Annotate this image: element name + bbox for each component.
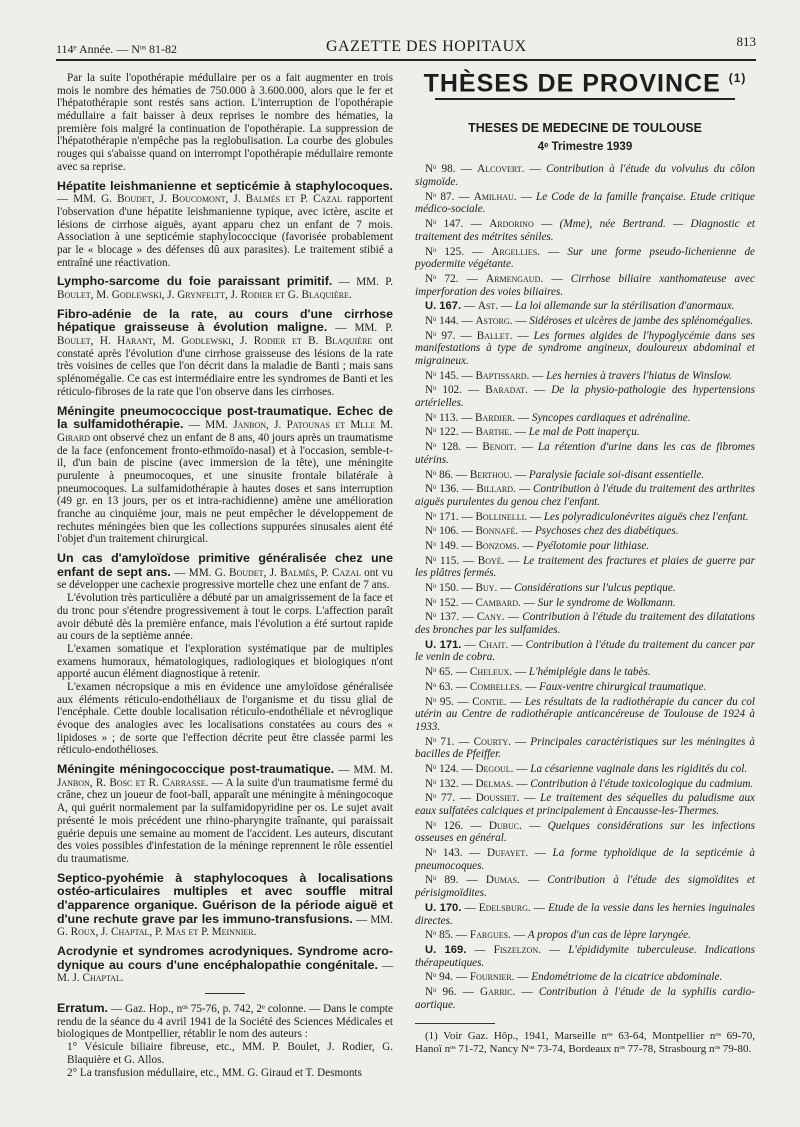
thesis-number: Nᵒ 137. xyxy=(425,611,460,624)
erratum-item: 1° Vésicule biliaire fibreuse, etc., MM. P. Boulet, J. Rodier, G. Blaquière et G. Allos. xyxy=(67,1041,393,1066)
thesis-author: Fargues. xyxy=(469,929,511,942)
thesis-title: Pyélotomie pour lithiase. xyxy=(536,539,650,552)
page-header xyxy=(56,34,756,64)
thesis-title: L'épididymite tuberculeuse. Indications thérapeutiques. xyxy=(415,943,756,969)
thesis-author: Armengaud. xyxy=(486,272,544,285)
thesis-author: Ast. xyxy=(477,300,499,313)
thesis-number: Nᵒ 132. xyxy=(425,777,459,790)
thesis-title: Le mal de Pott inaperçu. xyxy=(528,426,640,439)
section xyxy=(57,763,393,866)
thesis-entry: Nᵒ 71. — Courty. — Principales caractéristiques sur les méningites à bacilles de Pfeiffer. xyxy=(415,735,755,761)
erratum-item: 2° La transfusion médullaire, etc., MM. G. Giraud et T. Desmonts xyxy=(67,1066,362,1079)
thesis-entry: Nᵒ 86. — Berthou. — Paralysie faciale soi-disant essentielle. xyxy=(425,468,705,481)
section-body: ont vu se développer une cachexie progressive mortelle chez une enfant de 7 ans. xyxy=(57,566,393,592)
thesis-entry: Nᵒ 102. — Baradat. — De la physio-pathologie des hypertensions artérielles. xyxy=(415,384,755,410)
thesis-author: Bardier. xyxy=(475,411,516,424)
thesis-number: Nᵒ 171. xyxy=(425,510,459,523)
thesis-title: Psychoses chez des diabétiques. xyxy=(534,525,679,538)
section-paragraph xyxy=(57,763,393,866)
thesis-entry: Nᵒ 85. — Fargues. — A propos d'un cas de lèpre laryngée. xyxy=(425,929,691,942)
footnote-rule xyxy=(415,1023,495,1024)
thesis-title: Les formes algides de l'hypoglycémie dans ses manifestations à type de syndrome angineux, douloureux abdominal et migraineux. xyxy=(415,329,756,368)
section-paragraph xyxy=(57,945,393,985)
thesis-number: Nᵒ 94. xyxy=(425,971,454,984)
thesis-author: Argellies. xyxy=(491,245,540,258)
thesis-title: (Mme), née Bertrand. — Diagnostic et traitement des métrites séniles. xyxy=(415,218,755,243)
thesis-number: Nᵒ 144. xyxy=(425,314,459,327)
section-paragraph-extra: L'évolution très particulière a débuté par un amaigrissement de la face et du tronc pour s'étendre progressivement à tout le corps. L'affection paraît avoir débuté dès la première enfance, mais l'évolution a été surtout rapide au cours de la septième année. xyxy=(57,592,393,643)
section-paragraph xyxy=(57,308,393,399)
thesis-number: Nᵒ 86. xyxy=(425,468,454,481)
thesis-entry: Nᵒ 87. — Amilhau. — Le Code de la famille française. Etude critique médico-sociale. xyxy=(415,190,756,216)
thesis-author: Doussiet. xyxy=(475,792,520,805)
thesis-author: Cambard. xyxy=(475,596,521,609)
erratum-items xyxy=(57,1041,393,1079)
section-body: ont constaté après l'évolution d'une cirrhose graisseuse des lésions de la rate très voisines de celles que l'on décrit dans la maladie de Banti ; mais sans splénomégalie. Ce cas est intermédiaire entre les syndromes de Banti et les réticulo-fibroses de la rate que l'on observe dans les cirrhoses. xyxy=(57,335,394,398)
thesis-number: U. 171. xyxy=(425,638,462,651)
thesis-entry: Nᵒ 147. — Ardorino — (Mme), née Bertrand. — Diagnostic et traitement des métrites séniles. xyxy=(415,218,755,243)
thesis-author: Boyé. xyxy=(477,554,505,567)
thesis-entry: Nᵒ 94. — Fournier. — Endométriome de la cicatrice abdominale. xyxy=(425,971,723,984)
lead-paragraph: Par la suite l'opothérapie médullaire per os a fait augmenter en trois mois le nombre des hématies de 750.000 à 3.600.000, alors que le fer et l'hépatothérapie sont restés sans action. L'interruption de l'opothérapie médullaire a fait baisser à deux reprises le nombre des hématies, la première fois malgré la continuation de l'opothérapie. La suppression de l'hépatothérapie n'empêche pas la reglobulisation. La courbe des globules rouges qui s'abaisse quand on interrompt l'opothérapie médullaire remonte avec sa reprise. xyxy=(57,72,393,173)
section-authors: — MM. Janbon, J. Patounas et Mlle M. Girard xyxy=(57,419,394,444)
thesis-entry: Nᵒ 143. — Dufayet. — La forme typhoïdique de la septicémie à pneumocoques. xyxy=(415,847,756,872)
thesis-number: Nᵒ 126. xyxy=(425,819,464,832)
thesis-entry: Nᵒ 125. — Argellies. — Sur une forme pseudo-lichenienne de pyodermite végétante. xyxy=(415,245,756,271)
thesis-number: Nᵒ 77. xyxy=(425,792,456,805)
section-title: Hépatite leishmanienne et septicémie à staphylocoques. xyxy=(57,178,393,193)
section xyxy=(57,308,393,399)
thesis-entry: Nᵒ 149. — Bonzoms. — Pyélotomie pour lithiase. xyxy=(425,539,650,552)
issue-number: 114ᵉ Année. — Nᵒˢ 81-82 xyxy=(56,42,177,56)
thesis-title: Contribution à l'étude des sigmoïdites et périsigmoïdites. xyxy=(415,874,756,900)
section-paragraph xyxy=(57,872,393,939)
thesis-author: Benoit. xyxy=(482,441,517,454)
thesis-title: Sur le syndrome de Wolkmann. xyxy=(537,596,676,609)
thesis-author: Billard. xyxy=(476,483,516,496)
thesis-number: Nᵒ 128. xyxy=(425,441,461,454)
divider xyxy=(205,993,245,994)
thesis-author: Dufayet. xyxy=(486,847,529,860)
thesis-number: U. 170. xyxy=(425,901,462,914)
thesis-author: Astorg. xyxy=(475,314,513,327)
thesis-title: Contribution à l'étude toxicologique du cadmium. xyxy=(530,777,754,790)
thesis-entry: U. 167. — Ast. — La loi allemande sur la stérilisation d'anormaux. xyxy=(425,300,735,313)
thesis-author: Ballet. xyxy=(476,329,513,342)
thesis-entry: Nᵒ 136. — Billard. — Contribution à l'étude du traitement des arthrites aiguës purulentes du genou chez l'enfant. xyxy=(415,483,756,508)
thesis-number: Nᵒ 87. xyxy=(425,190,455,203)
thesis-number: Nᵒ 152. xyxy=(425,596,459,609)
thesis-title: De la physio-pathologie des hypertensions artérielles. xyxy=(415,384,755,410)
thesis-number: U. 169. xyxy=(425,943,467,956)
thesis-title: La forme typhoïdique de la septicémie à pneumocoques. xyxy=(415,847,756,872)
thesis-number: Nᵒ 65. xyxy=(425,666,454,679)
thesis-number: Nᵒ 122. xyxy=(425,426,459,439)
thesis-author: Combelles. xyxy=(469,680,523,693)
thesis-entry: Nᵒ 137. — Cany. — Contribution à l'étude du traitement des dilatations des bronches par les sulfamides. xyxy=(415,611,756,637)
thesis-title: La loi allemande sur la stérilisation d'anormaux. xyxy=(514,300,735,313)
thesis-entry: U. 171. — Chait. — Contribution à l'étude du traitement du cancer par le venin de cobra. xyxy=(415,638,755,664)
thesis-number: Nᵒ 89. xyxy=(425,874,459,887)
thesis-entry: U. 170. — Edelsburg. — Etude de la vessie dans les hernies inguinales directes. xyxy=(415,901,755,927)
title-footnote-mark: (1) xyxy=(728,71,747,85)
thesis-number: Nᵒ 71. xyxy=(425,735,455,748)
section xyxy=(57,180,393,270)
title-rule xyxy=(435,98,735,100)
erratum xyxy=(57,1002,393,1079)
section xyxy=(57,945,393,985)
thesis-entry: Nᵒ 65. — Cheleux. — L'hémiplégie dans le tabès. xyxy=(425,666,651,679)
thesis-author: Baradat. xyxy=(485,384,528,397)
thesis-author: Bollinelli. xyxy=(475,510,528,523)
right-column xyxy=(415,69,756,1056)
thesis-author: Courty. xyxy=(473,735,511,748)
thesis-number: Nᵒ 106. xyxy=(425,525,459,538)
section-body: rapportent l'observation d'une hépatite leishmanienne typique, avec ictère, ascite et lésions de cirrhose aiguës, ayant apparu chez un enfant de 7 mois. Association à une septicémie staphylococcique (favorisée probablement par le « blocage » des défenses dû aux parasites). Le traitement stibié a entraîné une réactivation. xyxy=(57,193,393,269)
thesis-number: Nᵒ 113. xyxy=(425,411,459,424)
section-paragraph xyxy=(57,180,393,270)
thesis-entry: Nᵒ 106. — Bonnafé. — Psychoses chez des diabétiques. xyxy=(425,525,679,538)
thesis-entry: Nᵒ 132. — Delmas. — Contribution à l'étude toxicologique du cadmium. xyxy=(425,777,754,790)
thesis-entry: Nᵒ 98. — Alcovert. — Contribution à l'étude du volvulus du côlon sigmoïde. xyxy=(415,163,756,189)
thesis-title: Sidéroses et ulcères de jambe des splénomégalies. xyxy=(529,314,754,327)
thesis-author: Baptissard. xyxy=(475,369,530,382)
thesis-entry: Nᵒ 72. — Armengaud. — Cirrhose biliaire xanthomateuse avec imperforation des voies biliaires. xyxy=(415,272,755,298)
section-title: Lympho-sarcome du foie paraissant primitif. xyxy=(57,274,333,289)
section-title: Acrodynie et syndromes acrodyniques. Syndrome acro-dynique au cours d'une encéphalopathie congénitale. xyxy=(57,944,393,972)
subtitle: THESES DE MEDECINE DE TOULOUSE xyxy=(468,121,702,136)
thesis-author: Amilhau. xyxy=(473,190,517,203)
thesis-author: Barthe. xyxy=(475,426,512,439)
thesis-author: Dumas. xyxy=(485,874,520,887)
section-body: ont observé chez un enfant de 8 ans, 40 jours après un traumatisme de la face (enfoncement fronto-ethmoïdo-nasal) et à l'occasion, semble-t-il, d'un bain de piscine (avec immersion de la tête), une méningite purulente à pneumocoques, et une sinusite frontale bilatérale à pneumocoques. La sulfamidothérapie à hautes doses et sans interruption (49 gr. en 13 jours, per os et intra-rachidienne) amène une amélioration franche au cinquième jour, mais ne peut empêcher le développement de rechutes méningées bien que les collections suppurées sinusales aient été l'objet d'un traitement chirurgical. xyxy=(57,431,394,546)
thesis-title: Endométriome de la cicatrice abdominale. xyxy=(531,971,723,984)
thesis-title: Contribution à l'étude du traitement des arthrites aiguës purulentes du genou chez l'enfant. xyxy=(415,483,756,508)
thesis-number: Nᵒ 147. xyxy=(425,218,464,231)
trimestre: 4ᵉ Trimestre 1939 xyxy=(537,140,633,153)
section-authors: — M. J. Chaptal. xyxy=(57,959,394,985)
thesis-entry: Nᵒ 113. — Bardier. — Syncopes cardiaques et adrénaline. xyxy=(425,411,691,424)
section-authors: — MM. G. Boudet, J. Balmès, P. Cazal xyxy=(174,566,361,579)
thesis-number: Nᵒ 124. xyxy=(425,762,459,775)
thesis-number: Nᵒ 125. xyxy=(425,245,464,258)
thesis-entry: Nᵒ 152. — Cambard. — Sur le syndrome de Wolkmann. xyxy=(425,596,676,609)
thesis-author: Cheleux. xyxy=(469,666,513,679)
thesis-title: Sur une forme pseudo-lichenienne de pyodermite végétante. xyxy=(415,245,756,271)
thesis-number: Nᵒ 96. xyxy=(425,985,457,998)
thesis-title: Les polyradiculonévrites aiguës chez l'enfant. xyxy=(543,510,749,523)
section xyxy=(57,405,393,547)
theses-list xyxy=(415,163,755,1011)
section-paragraph-extra: L'examen nécropsique a mis en évidence une amyloïdose généralisée aux éléments réticulo-endothéliaux de l'organisme et du tissu glial de l'encéphale. Cette double localisation réticulo-endothéliale et névroglique évoque des analogies avec les localisations constatées au cours des « lipidoses » ; de sorte que l'effection décrite peut être classée parmi les réticulo-endothélioses. xyxy=(57,680,393,757)
thesis-number: Nᵒ 150. xyxy=(425,582,459,595)
section xyxy=(57,872,393,939)
thesis-author: Degoul. xyxy=(475,762,514,775)
section-body: — A la suite d'un traumatisme fermé du crâne, chez un joueur de foot-ball, apparaît une méningite à méningocoque A, qui guérit normalement par la sulfamidopyridine per os. Le sujet avait présenté le mois précédent une rhino-pharyngite traînante, qui paraissait guérie depuis une semaine au moment de l'accident. Les auteurs, discutant des voies possibles d'infestation de la méninge reprennent le rôle essentiel du traumatisme. xyxy=(57,776,393,865)
thesis-number: Nᵒ 72. xyxy=(425,272,459,285)
thesis-number: Nᵒ 95. xyxy=(425,695,454,708)
thesis-author: Bonnafé. xyxy=(475,525,519,538)
thesis-author: Ardorino xyxy=(489,218,534,231)
thesis-title: Faux-ventre chirurgical traumatique. xyxy=(539,680,707,693)
thesis-title: Syncopes cardiaques et adrénaline. xyxy=(531,411,691,424)
thesis-author: Edelsburg. xyxy=(478,901,531,914)
section-paragraph-extra: L'examen somatique et l'exploration systématique par de multiples examens humoraux, hématologiques, radiologiques et biologiques n'ont apporté aucun élément diagnostique à retenir. xyxy=(57,642,393,681)
section-title: Méningite méningococcique post-traumatique. xyxy=(57,762,335,777)
thesis-title: Les hernies à travers l'hiatus de Winslow. xyxy=(546,369,732,382)
section-authors: — MM. G. Boudet, J. Boucomont, J. Balmès et P. Cazal xyxy=(57,193,342,206)
thesis-number: Nᵒ 149. xyxy=(425,539,459,552)
section-paragraph xyxy=(57,275,393,301)
thesis-title: Contribution à l'étude du volvulus du côlon sigmoïde. xyxy=(415,163,756,189)
thesis-title: La césarienne vaginale dans les rigidités du col. xyxy=(530,762,748,775)
sections-list xyxy=(57,180,393,986)
thesis-entry: Nᵒ 126. — Dubuc. — Quelques considérations sur les infections osseuses en général. xyxy=(415,819,755,845)
thesis-author: Chait. xyxy=(478,638,509,651)
thesis-title: Les résultats de la radiothérapie du cancer du col utérin au Centre de radiothérapie anticancéreuse de Toulouse de 1924 à 1933. xyxy=(415,695,755,733)
section-title: Septico-pyohémie à staphylocoques à localisations ostéo-articulaires multiples et avec souffle mitral d'apparence organique. Guérison de la période aiguë et d'une rechute grave par les immuno-transfusions. xyxy=(57,870,393,926)
section-paragraph xyxy=(57,552,393,592)
thesis-title: Contribution à l'étude du traitement des dilatations des bronches par les sulfamides. xyxy=(415,611,756,637)
section-title: Méningite pneumococcique post-traumatique. Echec de la sulfamidothérapie. xyxy=(57,403,393,432)
thesis-title: Paralysie faciale soi-disant essentielle. xyxy=(528,468,705,481)
erratum-intro: — Gaz. Hop., nᵒˢ 75-76, p. 742, 2ᵉ colonne. — Dans le compte rendu de la séance du 4 avril 1941 de la Société des Sciences Médicales et biologiques de Montpellier, rétablir le nom des auteurs : xyxy=(57,1003,393,1041)
thesis-author: Buy. xyxy=(475,582,498,595)
section-paragraph xyxy=(57,405,393,547)
thesis-author: Berthou. xyxy=(469,468,513,481)
section xyxy=(57,552,393,757)
thesis-entry: Nᵒ 145. — Baptissard. — Les hernies à travers l'hiatus de Winslow. xyxy=(425,369,732,382)
footnote: (1) Voir Gaz. Hôp., 1941, Marseille nᵒˢ 63-64, Montpellier nᵒˢ 69-70, Hanoï nᵒˢ 71-72, Nancy Nᵒˢ 73-74, Bordeaux nᵒˢ 77-78, Strasbourg nᵒˢ 79-80. xyxy=(415,1030,755,1055)
thesis-entry: Nᵒ 115. — Boyé. — Le traitement des fractures et plaies de guerre par les plâtres fermés. xyxy=(415,554,756,580)
thesis-title: Cirrhose biliaire xanthomateuse avec imperforation des voies biliaires. xyxy=(415,272,755,298)
thesis-title: Le traitement des séquelles du paludisme aux eaux sulfatées calciques et principalement à Encausse-les-Thermes. xyxy=(415,792,756,818)
page-number: 813 xyxy=(736,34,756,49)
thesis-entry: Nᵒ 95. — Contie. — Les résultats de la radiothérapie du cancer du col utérin au Centre de radiothérapie anticancéreuse de Toulouse de 1924 à 1933. xyxy=(415,695,755,733)
thesis-entry: Nᵒ 128. — Benoit. — La rétention d'urine dans les cas de fibromes utérins. xyxy=(415,441,756,466)
thesis-title: Considérations sur l'ulcus peptique. xyxy=(514,582,676,595)
thesis-entry: Nᵒ 124. — Degoul. — La césarienne vaginale dans les rigidités du col. xyxy=(425,762,748,775)
thesis-number: Nᵒ 63. xyxy=(425,680,454,693)
thesis-title: Contribution à l'étude du traitement du cancer par le venin de cobra. xyxy=(415,638,755,664)
thesis-entry: Nᵒ 77. — Doussiet. — Le traitement des séquelles du paludisme aux eaux sulfatées calciques et principalement à Encausse-les-Thermes. xyxy=(415,792,756,818)
thesis-entry: Nᵒ 97. — Ballet. — Les formes algides de l'hypoglycémie dans ses manifestations à type de syndrome angineux, douloureux abdominal et migraineux. xyxy=(415,329,756,368)
thesis-title: L'hémiplégie dans le tabès. xyxy=(528,666,651,679)
section-authors: — MM. P. Boulet, H. Harant, M. Godlewski, J. Rodier et B. Blaquière xyxy=(57,322,393,348)
thesis-entry: U. 169. — Fiszelzon. — L'épididymite tuberculeuse. Indications thérapeutiques. xyxy=(415,943,756,969)
thesis-title: Quelques considérations sur les infections osseuses en général. xyxy=(415,819,755,845)
thesis-title: Contribution à l'étude de la syphilis cardio-aortique. xyxy=(415,985,755,1011)
thesis-author: Garric. xyxy=(480,985,516,998)
section-authors: — MM. M. Janbon, R. Bosc et R. Carrasse. xyxy=(57,764,394,789)
section-authors: — MM. P. Boulet, M. Godlewski, J. Grynfeltt, J. Rodier et G. Blaquière. xyxy=(57,276,393,301)
section-authors: — MM. G. Roux, J. Chaptal, P. Mas et P. Meinnier. xyxy=(57,913,394,939)
thesis-author: Fournier. xyxy=(469,971,515,984)
thesis-number: Nᵒ 136. xyxy=(425,483,459,496)
thesis-number: Nᵒ 143. xyxy=(425,847,463,860)
thesis-number: Nᵒ 145. xyxy=(425,369,459,382)
thesis-number: Nᵒ 102. xyxy=(425,384,462,397)
thesis-entry: Nᵒ 144. — Astorg. — Sidéroses et ulcères de jambe des splénomégalies. xyxy=(425,314,754,327)
theses-title xyxy=(415,69,755,98)
thesis-number: Nᵒ 97. xyxy=(425,329,456,342)
thesis-title: La rétention d'urine dans les cas de fibromes utérins. xyxy=(415,441,756,466)
thesis-entry: Nᵒ 96. — Garric. — Contribution à l'étude de la syphilis cardio-aortique. xyxy=(415,985,755,1011)
thesis-title: Le Code de la famille française. Etude critique médico-sociale. xyxy=(415,190,756,216)
header-rule xyxy=(56,59,756,61)
left-column xyxy=(57,72,393,1085)
thesis-author: Bonzoms. xyxy=(475,539,520,552)
thesis-title: Etude de la vessie dans les hernies inguinales directes. xyxy=(415,901,755,927)
thesis-number: Nᵒ 98. xyxy=(425,163,456,176)
theses-title-text: THÈSES DE PROVINCE xyxy=(423,69,721,98)
thesis-entry: Nᵒ 89. — Dumas. — Contribution à l'étude des sigmoïdites et périsigmoïdites. xyxy=(415,874,756,900)
thesis-number: Nᵒ 85. xyxy=(425,929,454,942)
thesis-title: Le traitement des fractures et plaies de guerre par les plâtres fermés. xyxy=(415,554,756,580)
thesis-title: Principales caractéristiques sur les méningites à bacilles de Pfeiffer. xyxy=(415,735,755,761)
thesis-author: Cany. xyxy=(476,611,505,624)
thesis-author: Dubuc. xyxy=(488,819,522,832)
section-title: Fibro-adénie de la rate, au cours d'une cirrhose hépatique graisseuse à évolution maligne. xyxy=(57,306,393,335)
section-title: Un cas d'amyloïdose primitive généralisée chez une enfant de sept ans. xyxy=(57,551,393,579)
thesis-author: Delmas. xyxy=(475,777,514,790)
thesis-entry: Nᵒ 150. — Buy. — Considérations sur l'ulcus peptique. xyxy=(425,582,676,595)
thesis-author: Fiszelzon. xyxy=(493,943,541,956)
thesis-entry: Nᵒ 122. — Barthe. — Le mal de Pott inaperçu. xyxy=(425,426,640,439)
thesis-number: U. 167. xyxy=(425,300,462,313)
thesis-title: A propos d'un cas de lèpre laryngée. xyxy=(527,929,691,942)
section xyxy=(57,275,393,301)
erratum-title: Erratum. xyxy=(57,1001,108,1016)
thesis-entry: Nᵒ 63. — Combelles. — Faux-ventre chirurgical traumatique. xyxy=(425,680,707,693)
thesis-entry: Nᵒ 171. — Bollinelli. — Les polyradiculonévrites aiguës chez l'enfant. xyxy=(425,510,749,523)
thesis-author: Alcovert. xyxy=(477,163,525,176)
thesis-number: Nᵒ 115. xyxy=(425,554,460,567)
thesis-author: Contie. xyxy=(472,695,507,708)
journal-title: GAZETTE DES HOPITAUX xyxy=(326,38,527,55)
